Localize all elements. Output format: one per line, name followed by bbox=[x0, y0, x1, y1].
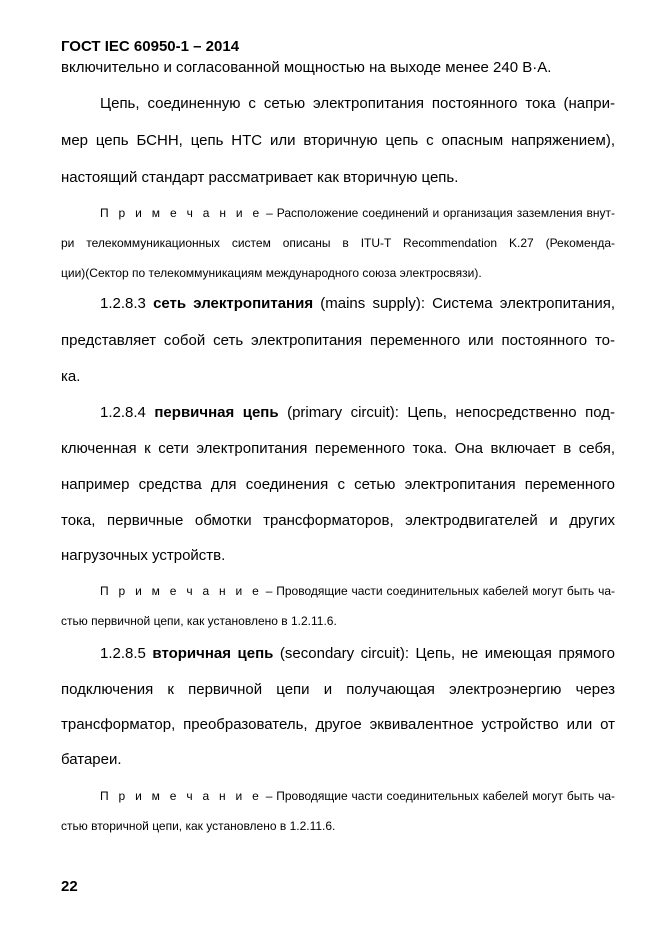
section-text: (mains supply): Система электропитания, bbox=[313, 295, 615, 312]
section-heading-1-2-8-4 bbox=[100, 403, 615, 423]
section-term: первичная цепь bbox=[154, 404, 279, 421]
text-line: нагрузочных устройств. bbox=[61, 547, 226, 564]
text-line: трансформатор, преобразователь, другое эквивалентное устройство или от bbox=[61, 716, 615, 733]
note-line: ции)(Сектор по телекоммуникациям международного союза электросвязи). bbox=[61, 266, 482, 280]
note-label: П р и м е ч а н и е bbox=[100, 584, 262, 598]
page-number: 22 bbox=[61, 878, 78, 895]
section-number: 1.2.8.5 bbox=[100, 645, 153, 662]
text-line: включительно и согласованной мощностью на выходе менее 240 В·А. bbox=[61, 59, 552, 76]
section-number: 1.2.8.3 bbox=[100, 295, 154, 312]
text-line: ключенная к сети электропитания переменного тока. Она включает в себя, bbox=[61, 440, 615, 457]
note-label: П р и м е ч а н и е bbox=[100, 789, 262, 803]
section-number: 1.2.8.4 bbox=[100, 404, 155, 421]
note-line bbox=[100, 786, 615, 806]
note-line bbox=[100, 203, 615, 223]
document-header: ГОСТ IEC 60950-1 – 2014 bbox=[61, 38, 240, 55]
note-line bbox=[100, 581, 615, 601]
section-text: (primary circuit): Цепь, непосредственно под- bbox=[278, 404, 615, 421]
text-line: Цепь, соединенную с сетью электропитания постоянного тока (напри- bbox=[100, 95, 615, 112]
section-heading-1-2-8-5 bbox=[100, 644, 615, 664]
section-term: сеть электропитания bbox=[153, 295, 314, 312]
text-line: настоящий стандарт рассматривает как вторичную цепь. bbox=[61, 169, 459, 186]
text-line: подключения к первичной цепи и получающая электроэнергию через bbox=[61, 681, 615, 698]
note-line: стью первичной цепи, как установлено в 1.2.11.6. bbox=[61, 614, 337, 628]
text-line: батареи. bbox=[61, 751, 122, 768]
text-line: представляет собой сеть электропитания переменного или постоянного то- bbox=[61, 332, 615, 349]
note-text: – Проводящие части соединительных кабелей могут быть ча- bbox=[261, 789, 615, 803]
section-term: вторичная цепь bbox=[152, 645, 274, 662]
note-label: П р и м е ч а н и е bbox=[100, 206, 263, 220]
text-line: мер цепь БСНН, цепь НТС или вторичную цепь с опасным напряжением), bbox=[61, 132, 615, 149]
text-line: тока, первичные обмотки трансформаторов, электродвигателей и других bbox=[61, 512, 615, 529]
text-line: ка. bbox=[61, 368, 81, 385]
note-text: – Расположение соединений и организация заземления внут- bbox=[262, 206, 615, 220]
text-line: например средства для соединения с сетью электропитания переменного bbox=[61, 476, 615, 493]
section-text: (secondary circuit): Цепь, не имеющая прямого bbox=[273, 645, 615, 662]
note-line: стью вторичной цепи, как установлено в 1.2.11.6. bbox=[61, 819, 336, 833]
section-heading-1-2-8-3 bbox=[100, 294, 615, 314]
note-text: – Проводящие части соединительных кабелей могут быть ча- bbox=[261, 584, 615, 598]
note-line: ри телекоммуникационных систем описаны в ITU-T Recommendation K.27 (Рекоменда- bbox=[61, 236, 615, 250]
